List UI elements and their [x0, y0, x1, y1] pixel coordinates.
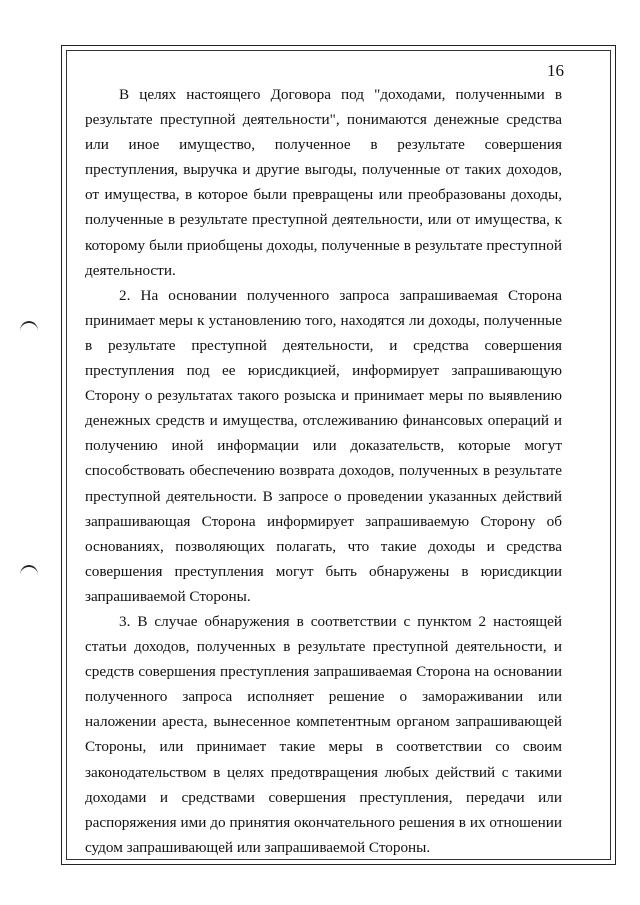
margin-scan-mark: [20, 321, 38, 331]
document-body: [85, 82, 562, 860]
margin-scan-mark: [20, 565, 38, 575]
page-number: 16: [547, 61, 564, 80]
paragraph-clause-3: 3. В случае обнаружения в соответствии с пунктом 2 настоящей статьи доходов, полученных в результате преступной деятельности, и средств совершения преступления запрашиваемая Сторона на основании полученного запроса исполняет решение о замораживании или наложении ареста, вынесенное компетентным органом запрашивающей Стороны, или принимает такие меры в соответствии со своим законодательством в целях предотвращения любых действий с такими доходами и средствами совершения преступления, передачи или распоряжения ими до принятия окончательного решения в их отношении судом запрашивающей или запрашиваемой Стороны.: [85, 612, 562, 856]
paragraph-definition: В целях настоящего Договора под "доходами, полученными в результате преступной деятельности", понимаются денежные средства или иное имущество, полученное в результате совершения преступления, выручка и другие выгоды, полученные от таких доходов, от имущества, в которое были превращены или преобразованы доходы, полученные в результате преступной деятельности, или от имущества, к которому были приобщены доходы, полученные в результате преступной деятельности.: [85, 86, 562, 279]
paragraph-clause-2: 2. На основании полученного запроса запрашиваемая Сторона принимает меры к установлению того, находятся ли доходы, полученные в результате преступной деятельности, и средства совершения преступления под ее юрисдикцией, информирует запрашивающую Сторону о результатах такого розыска и принимает меры по выявлению денежных средств и имущества, отслеживанию финансовых операций и получению иной информации или доказательств, которые могут способствовать обеспечению возврата доходов, полученных в результате преступной деятельности. В запросе о проведении указанных действий запрашивающая Сторона информирует запрашиваемую Сторону об основаниях, позволяющих полагать, что такие доходы и средства совершения преступления могут быть обнаружены в юрисдикции запрашиваемой Стороны.: [85, 286, 562, 605]
